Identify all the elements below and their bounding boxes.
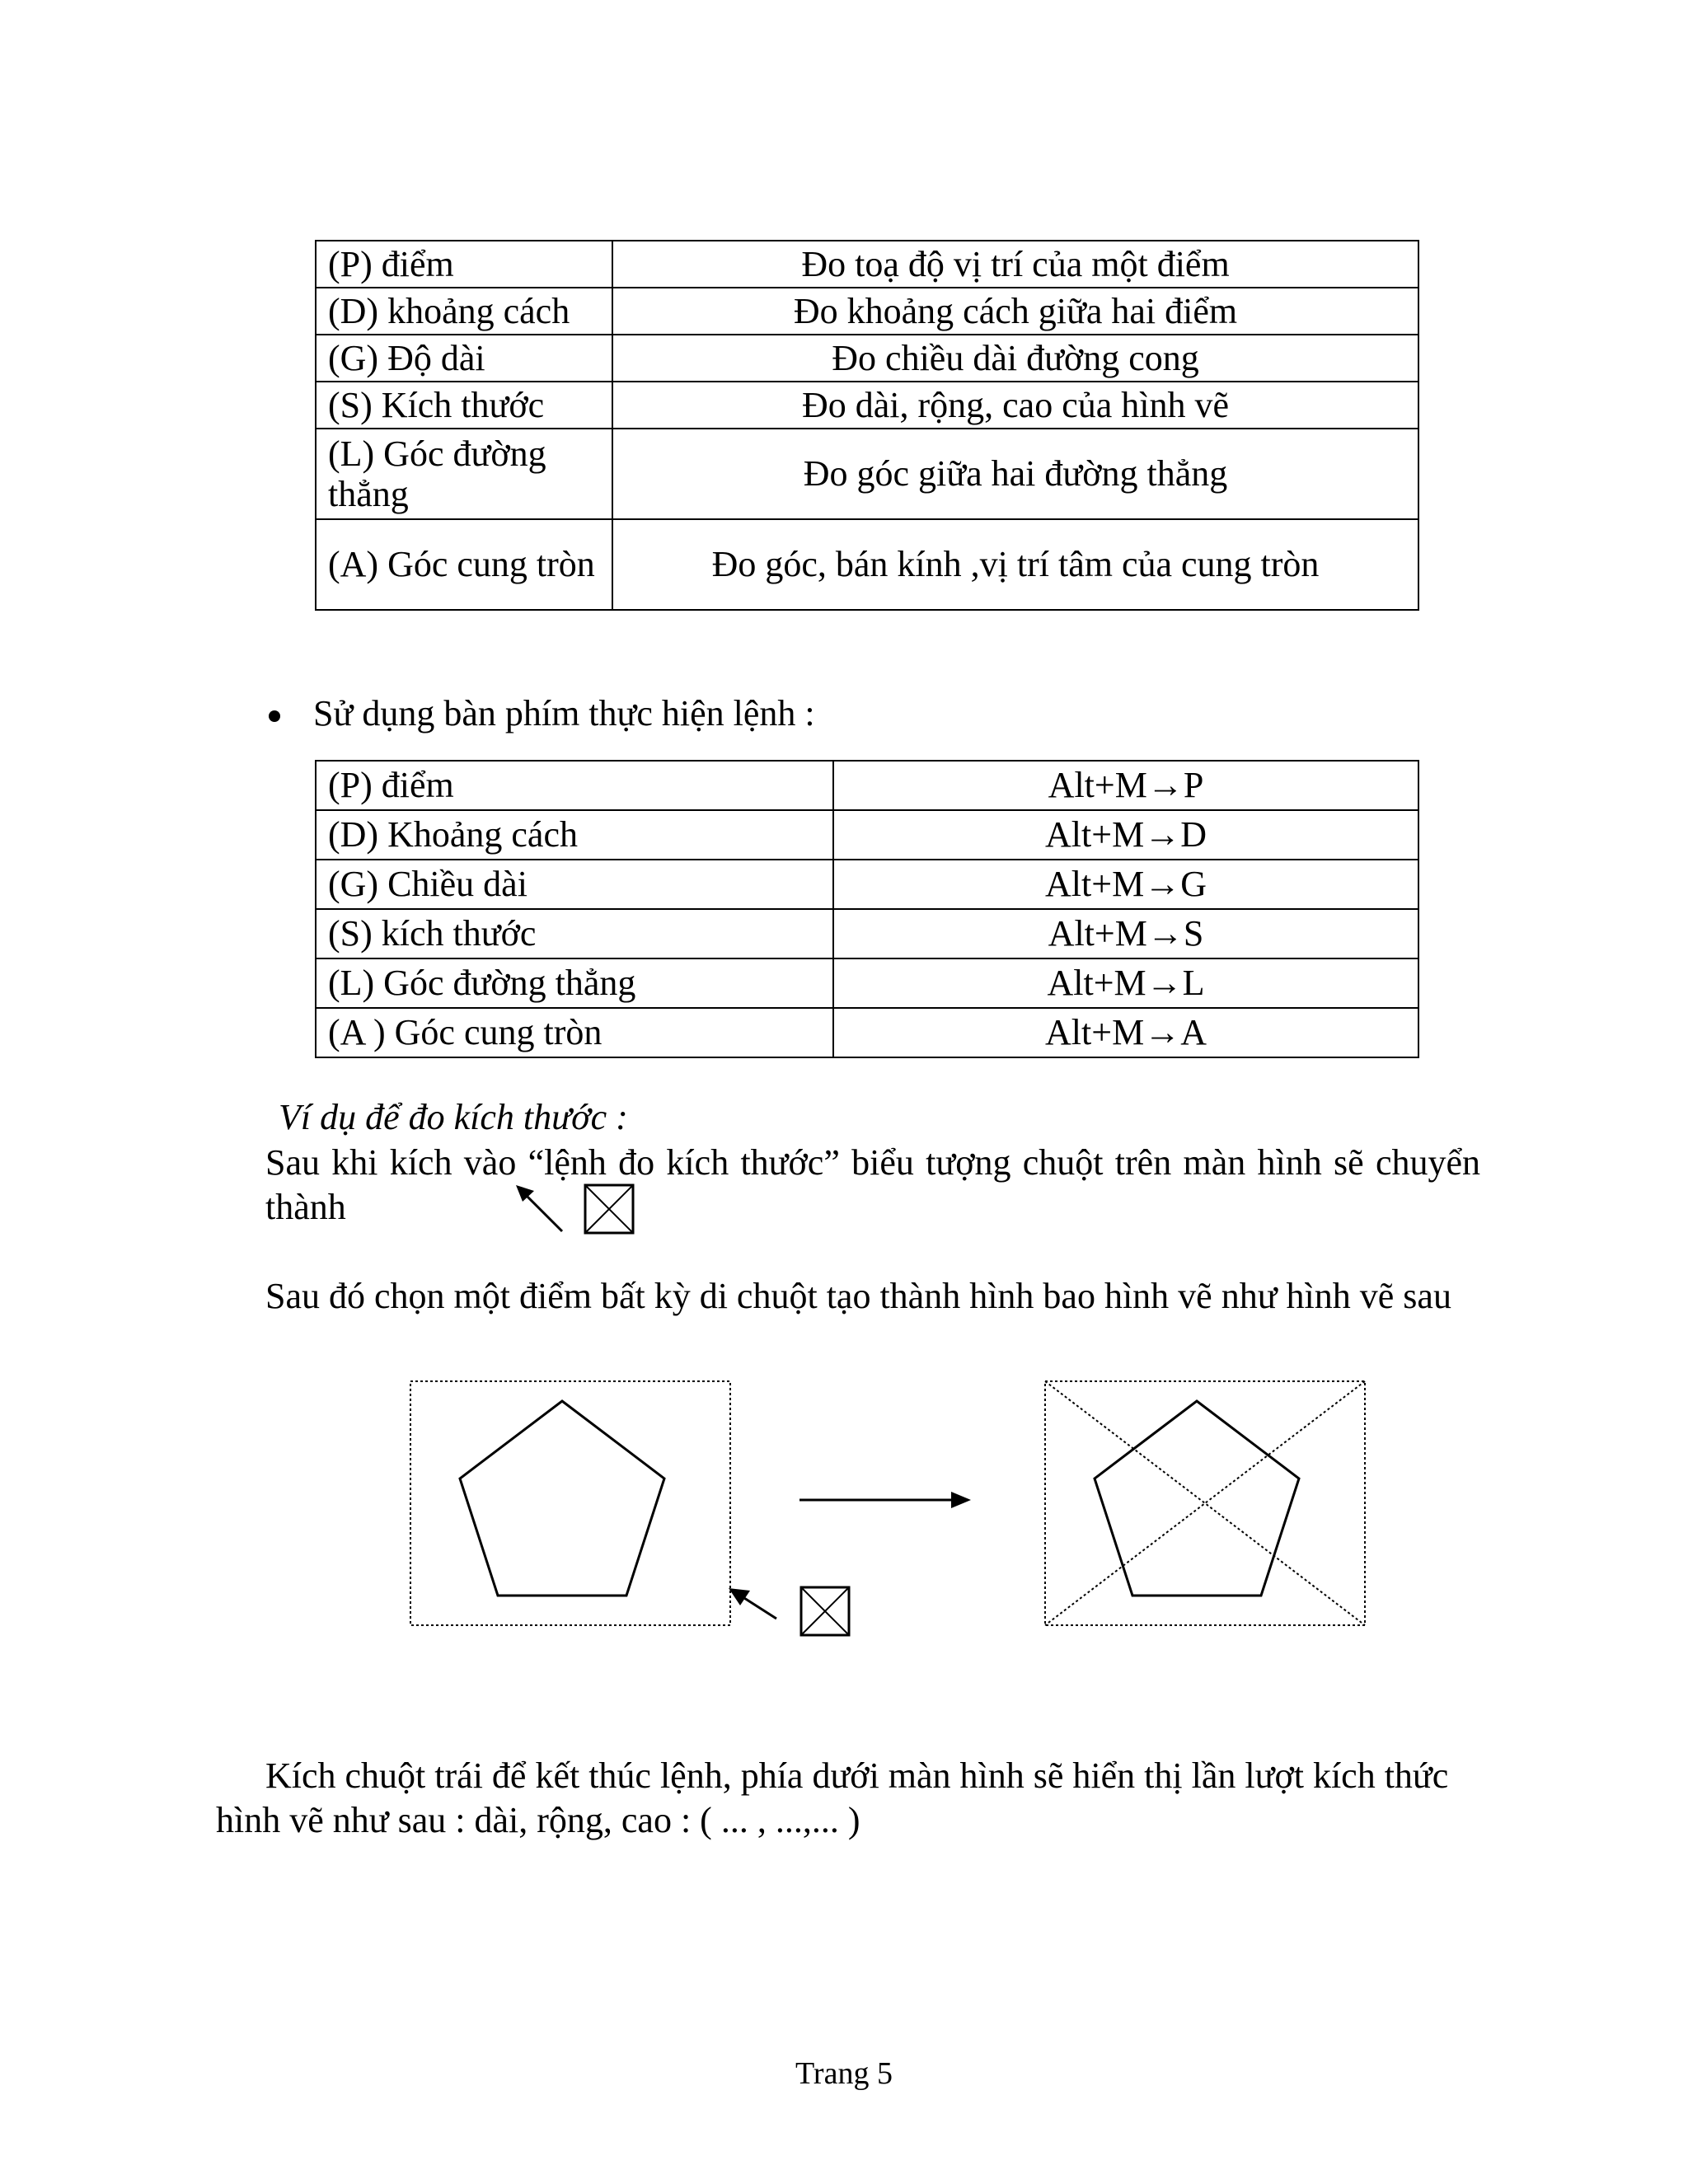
table-row — [316, 1008, 1418, 1057]
command-label: (G) Độ dài — [316, 335, 612, 382]
dotted-bounding-box — [410, 1381, 730, 1625]
page-number: Trang 5 — [795, 2056, 893, 2091]
cursor-icons — [511, 1180, 643, 1238]
command-description: Đo khoảng cách giữa hai điểm — [612, 288, 1418, 335]
shortcut-keys: Alt+M→L — [833, 958, 1418, 1008]
pentagon-shape — [460, 1401, 664, 1596]
table-row — [316, 958, 1418, 1008]
measure-box-cursor-icon — [801, 1587, 849, 1635]
table-row — [316, 519, 1418, 610]
shortcut-label: (P) điểm — [316, 761, 833, 810]
shortcut-keys: Alt+M→S — [833, 909, 1418, 958]
shortcut-label: (D) Khoảng cách — [316, 810, 833, 860]
keyboard-bullet-text: Sử dụng bàn phím thực hiện lệnh : — [313, 693, 815, 733]
example-paragraph-3: Kích chuột trái để kết thúc lệnh, phía dưới màn hình sẽ hiển thị lần lượt kích thức hình vẽ như sau : dài, rộng, cao : ( ... , ...,... ) — [216, 1755, 1449, 1840]
command-description: Đo chiều dài đường cong — [612, 335, 1418, 382]
command-label: (D) khoảng cách — [316, 288, 612, 335]
bounding-box-diagram — [404, 1378, 1393, 1658]
table-row — [316, 909, 1418, 958]
example-paragraph-2: Sau đó chọn một điểm bất kỳ di chuột tạo thành hình bao hình vẽ như hình vẽ sau — [265, 1276, 1451, 1316]
shortcut-keys: Alt+M→D — [833, 810, 1418, 860]
command-description: Đo góc giữa hai đường thẳng — [612, 429, 1418, 519]
table-row — [316, 335, 1418, 382]
arrow-cursor-icon — [516, 1185, 562, 1231]
table-row — [316, 429, 1418, 519]
shortcut-keys: Alt+M→A — [833, 1008, 1418, 1057]
shortcut-label: (S) kích thước — [316, 909, 833, 958]
command-label: (A) Góc cung tròn — [316, 519, 612, 610]
example-title: Ví dụ để đo kích thước : — [279, 1097, 628, 1137]
measure-box-cursor-icon — [585, 1185, 633, 1233]
command-description: Đo góc, bán kính ,vị trí tâm của cung tròn — [612, 519, 1418, 610]
table-row — [316, 241, 1418, 288]
example-paragraph-1: Sau khi kích vào “lệnh đo kích thước” biểu tượng chuột trên màn hình sẽ chuyển thành — [265, 1142, 1480, 1227]
command-description: Đo toạ độ vị trí của một điểm — [612, 241, 1418, 288]
shortcut-label: (L) Góc đường thẳng — [316, 958, 833, 1008]
right-arrow-icon — [799, 1492, 971, 1508]
command-label: (P) điểm — [316, 241, 612, 288]
table-row — [316, 288, 1418, 335]
table-row — [316, 761, 1418, 810]
shortcut-keys: Alt+M→G — [833, 860, 1418, 909]
arrow-cursor-icon — [729, 1588, 776, 1619]
bullet-dot-icon — [269, 710, 280, 722]
table-row — [316, 810, 1418, 860]
measure-commands-table — [315, 240, 1419, 611]
shortcut-label: (A ) Góc cung tròn — [316, 1008, 833, 1057]
shortcut-label: (G) Chiều dài — [316, 860, 833, 909]
keyboard-shortcut-table — [315, 760, 1419, 1058]
command-label: (L) Góc đường thẳng — [316, 429, 612, 519]
pentagon-shape — [1095, 1401, 1299, 1596]
command-label: (S) Kích thước — [316, 382, 612, 429]
command-description: Đo dài, rộng, cao của hình vẽ — [612, 382, 1418, 429]
table-row — [316, 382, 1418, 429]
shortcut-keys: Alt+M→P — [833, 761, 1418, 810]
table-row — [316, 860, 1418, 909]
